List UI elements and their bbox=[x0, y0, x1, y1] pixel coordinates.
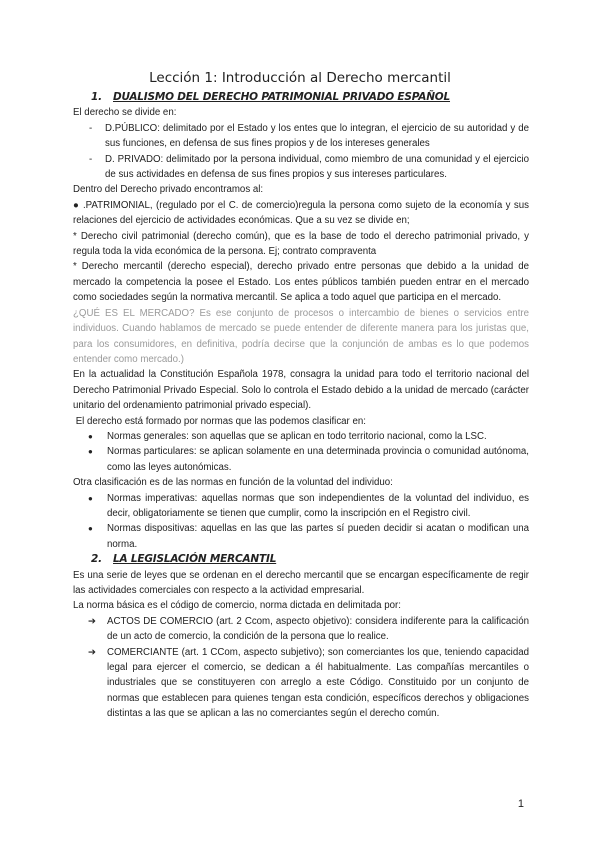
list-item bbox=[73, 121, 529, 152]
list-item bbox=[73, 614, 529, 645]
bullet-marker: ● bbox=[88, 524, 93, 534]
arrow-icon: ➔ bbox=[88, 615, 97, 627]
list-item bbox=[73, 521, 529, 552]
list-item-text: D.PÚBLICO: delimitado por el Estado y los entes que lo integran, el ejercicio de su autoridad y de sus funciones, en defensa de sus fines propios y de los intereses generales bbox=[105, 122, 529, 150]
section-number: 2. bbox=[91, 553, 102, 566]
list-item-text: COMERCIANTE (art. 1 CCom, aspecto subjetivo); son comerciantes los que, teniendo capacidad legal para ejercer el comercio, se dedican a él habitualmente. Las compañías mercantiles o industriales que se constituyeren con arreglo a este Código. Constituido por un conjunto de normas que establecen para quienes tengan esta condición, específicos derechos y obligaciones distintas a las que se aplican a las no comerciantes según el derecho común. bbox=[107, 646, 529, 720]
list-item bbox=[73, 429, 529, 444]
list-item bbox=[73, 152, 529, 183]
list-item bbox=[73, 491, 529, 522]
dash-marker: - bbox=[89, 122, 93, 134]
list-item bbox=[73, 645, 529, 722]
paragraph-serie: Es una serie de leyes que se ordenan en el derecho mercantil que se encargan específicamente de regir las actividades comerciales con respecto a la actividad empresarial. bbox=[73, 569, 529, 596]
list-item-text: Normas dispositivas: aquellas en las que las partes sí pueden decidir si acatan o modifican una norma. bbox=[107, 523, 529, 550]
paragraph-norma-basica: La norma básica es el código de comercio, norma dictada en delimitada por: bbox=[73, 600, 401, 612]
paragraph-mercado: ¿QUÉ ES EL MERCADO? Es ese conjunto de procesos o intercambio de bienes o servicios entre individuos. Cuando hablamos de mercado se puede entender de diferente manera para los juristas que, para los consumidores, en definitiva, podría decirse que la conjunción de ambas es lo que podemos entender como mercado.) bbox=[73, 307, 529, 365]
list-item-text: ACTOS DE COMERCIO (art. 2 Ccom, aspecto objetivo): considera indiferente para la calificación de un acto de comercio, la condición de la persona que lo realice. bbox=[107, 615, 529, 643]
arrow-icon: ➔ bbox=[88, 646, 97, 658]
list-item-text: Normas particulares: se aplican solamente en una determinada provincia o comunidad autónoma, como las leyes autonómicas. bbox=[107, 446, 529, 473]
list-item bbox=[73, 444, 529, 475]
paragraph-mercantil: * Derecho mercantil (derecho especial), derecho privado entre personas que debido a la unidad de mercado la competencia la posee el Estado. Los entes públicos también pueden entrar en el mercado como sociedades según la normativa mercantil. Se aplica a todo aquel que participa en el mercado. bbox=[73, 261, 529, 304]
bullet-marker: ● bbox=[88, 493, 93, 503]
page-title: Lección 1: Introducción al Derecho mercantil bbox=[149, 70, 451, 86]
paragraph-dentro: Dentro del Derecho privado encontramos al: bbox=[73, 184, 264, 196]
dash-marker: - bbox=[89, 153, 93, 165]
section-heading-2 bbox=[73, 552, 529, 567]
bullet-marker: ● bbox=[88, 447, 93, 457]
bullet-marker: ● bbox=[88, 431, 93, 441]
list-item-text: D. PRIVADO: delimitado por la persona individual, como miembro de una comunidad y el ejercicio de sus actividades en defensa de sus fines propios y sus intereses particulares. bbox=[105, 153, 529, 181]
paragraph-divide: El derecho se divide en: bbox=[73, 107, 177, 119]
paragraph-otra: Otra clasificación es de las normas en función de la voluntad del individuo: bbox=[73, 477, 393, 489]
document-body bbox=[73, 90, 529, 722]
paragraph-normas: El derecho está formado por normas que las podemos clasificar en: bbox=[73, 415, 366, 427]
section-number: 1. bbox=[91, 91, 102, 103]
list-item-text: Normas imperativas: aquellas normas que son independientes de la voluntad del individuo, es decir, obligatoriamente se tienen que cumplir, como la inscripción en el Registro civil. bbox=[107, 492, 529, 519]
section-title: DUALISMO DEL DERECHO PATRIMONIAL PRIVADO ESPAÑOL bbox=[113, 91, 451, 103]
paragraph-civil: * Derecho civil patrimonial (derecho común), que es la base de todo el derecho patrimonial privado, y regula toda la vida económica de la persona. Ej; contrato compraventa bbox=[73, 230, 529, 258]
section-title: LA LEGISLACIÓN MERCANTIL bbox=[113, 553, 277, 566]
page-number: 1 bbox=[517, 798, 524, 810]
paragraph-constitucion: En la actualidad la Constitución Española 1978, consagra la unidad para todo el territorio nacional del Derecho Patrimonial Privado Especial. Solo lo controla el Estado debido a la unidad de mercado (carácter unitario del ordenamiento patrimonial privado especial). bbox=[73, 369, 529, 412]
section-heading-1 bbox=[73, 90, 529, 105]
paragraph-patrimonial: ● .PATRIMONIAL, (regulado por el C. de comercio)regula la persona como sujeto de la economía y sus relaciones del ejercicio de actividades económicas. Que a su vez se divide en; bbox=[73, 199, 529, 227]
list-item-text: Normas generales: son aquellas que se aplican en todo territorio nacional, como la LSC. bbox=[107, 430, 487, 442]
